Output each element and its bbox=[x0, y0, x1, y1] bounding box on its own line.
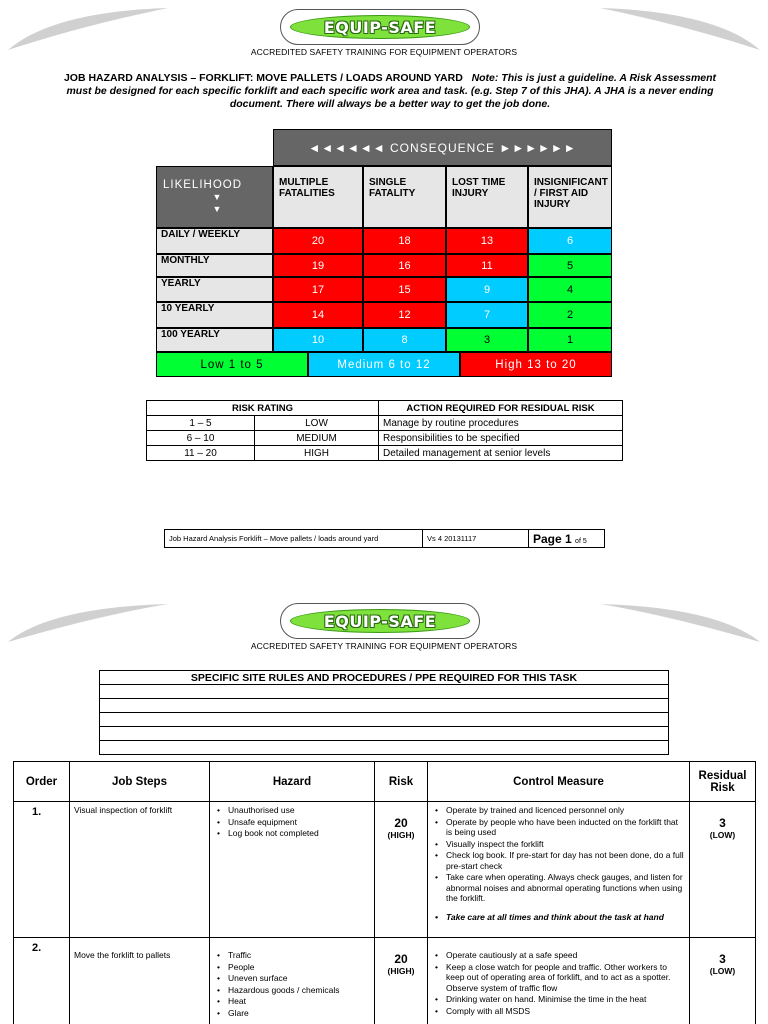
risk-level: (HIGH) bbox=[387, 966, 415, 976]
logo-text: EQUIP-SAFE bbox=[323, 17, 437, 37]
table-row bbox=[14, 802, 756, 938]
page-footer bbox=[164, 529, 605, 548]
risk-cell: 5 bbox=[528, 254, 612, 277]
col-lost-time-injury: LOST TIME INJURY bbox=[446, 166, 528, 228]
residual-level: (LOW) bbox=[709, 830, 736, 840]
page-of: of 5 bbox=[575, 537, 587, 545]
risk-level: (HIGH) bbox=[387, 830, 415, 840]
rating-range: 1 – 5 bbox=[147, 416, 255, 431]
risk-cell: 14 bbox=[273, 302, 363, 328]
col-first-aid-injury: INSIGNIFICANT / FIRST AID INJURY bbox=[528, 166, 612, 228]
risk-value: 20 bbox=[394, 952, 408, 966]
col-job-steps: Job Steps bbox=[70, 762, 210, 802]
likelihood-header bbox=[156, 166, 273, 228]
residual-value: 3 bbox=[719, 816, 726, 830]
rating-range: 6 – 10 bbox=[147, 431, 255, 446]
risk-cell: 19 bbox=[273, 254, 363, 277]
footer-page-number bbox=[529, 530, 605, 548]
logo-pill bbox=[290, 609, 470, 633]
col-multiple-fatalities: MULTIPLE FATALITIES bbox=[273, 166, 363, 228]
risk-cell: 20 bbox=[273, 228, 363, 254]
control-item: • Visually inspect the forklift bbox=[432, 839, 685, 850]
row-100-yearly: 100 YEARLY bbox=[156, 328, 273, 352]
row-daily-weekly: DAILY / WEEKLY bbox=[156, 228, 273, 254]
rating-level: HIGH bbox=[255, 446, 379, 461]
document-title bbox=[60, 72, 720, 111]
risk-score bbox=[375, 938, 428, 1024]
control-item: • Operate by people who have been inducted on the forklift that is being used bbox=[432, 817, 685, 838]
control-item: • Take care when operating. Always check gauges, and listen for abnormal noises and abnormal operating functions when using the forklift. bbox=[432, 872, 685, 904]
hazard-item: • Heat bbox=[214, 996, 370, 1007]
rating-header: RISK RATING bbox=[147, 401, 379, 416]
residual-value: 3 bbox=[719, 952, 726, 966]
table-row bbox=[147, 416, 623, 431]
hazard-item: • Uneven surface bbox=[214, 973, 370, 984]
title-note: Note: This is just a guideline. A Risk Assessment must be designed for each specific forklift and each specific work area and task. (e.g. Step 7 of this JHA). A JHA is a never ending document. There will always be a better way to get the job done. bbox=[66, 72, 717, 110]
logo-pill bbox=[290, 15, 470, 39]
jha-table bbox=[13, 761, 756, 1024]
col-single-fatality: SINGLE FATALITY bbox=[363, 166, 446, 228]
site-rules-row[interactable] bbox=[100, 727, 669, 741]
band-low: Low 1 to 5 bbox=[156, 352, 308, 377]
rating-action: Detailed management at senior levels bbox=[379, 446, 623, 461]
rating-range: 11 – 20 bbox=[147, 446, 255, 461]
row-monthly: MONTHLY bbox=[156, 254, 273, 277]
hazard-list bbox=[210, 802, 375, 938]
risk-cell: 2 bbox=[528, 302, 612, 328]
down-arrow-icon: ▼ bbox=[212, 204, 223, 214]
job-step: Move the forklift to pallets bbox=[70, 938, 210, 1024]
likelihood-label: LIKELIHOOD bbox=[163, 179, 243, 191]
page-2-header bbox=[0, 596, 768, 656]
site-rules-row[interactable] bbox=[100, 741, 669, 755]
hazard-item: • Unsafe equipment bbox=[214, 817, 370, 828]
rating-level: MEDIUM bbox=[255, 431, 379, 446]
rating-action: Responsibilities to be specified bbox=[379, 431, 623, 446]
step-order: 1. bbox=[14, 802, 70, 938]
col-risk: Risk bbox=[375, 762, 428, 802]
tagline: ACCREDITED SAFETY TRAINING FOR EQUIPMENT OPERATORS bbox=[250, 641, 518, 651]
site-rules-table bbox=[99, 670, 669, 755]
hazard-item: • Log book not completed bbox=[214, 828, 370, 839]
footer-doc-name: Job Hazard Analysis Forklift – Move pallets / loads around yard bbox=[165, 530, 423, 548]
footer-version: Vs 4 20131117 bbox=[423, 530, 529, 548]
control-list bbox=[428, 802, 690, 938]
residual-level: (LOW) bbox=[709, 966, 736, 976]
site-rules-title: SPECIFIC SITE RULES AND PROCEDURES / PPE REQUIRED FOR THIS TASK bbox=[100, 671, 669, 685]
risk-rating-table bbox=[146, 400, 623, 461]
risk-cell: 11 bbox=[446, 254, 528, 277]
site-rules-row[interactable] bbox=[100, 685, 669, 699]
risk-cell: 18 bbox=[363, 228, 446, 254]
hazard-item: • Glare bbox=[214, 1008, 370, 1019]
hazard-item: • Hazardous goods / chemicals bbox=[214, 985, 370, 996]
control-item: • Operate cautiously at a safe speed bbox=[432, 950, 685, 961]
hazard-item: • People bbox=[214, 962, 370, 973]
rating-action: Manage by routine procedures bbox=[379, 416, 623, 431]
risk-cell: 6 bbox=[528, 228, 612, 254]
risk-cell: 1 bbox=[528, 328, 612, 352]
risk-cell: 9 bbox=[446, 277, 528, 302]
risk-score bbox=[375, 802, 428, 938]
site-rules-row[interactable] bbox=[100, 713, 669, 727]
step-order: 2. bbox=[14, 938, 70, 1024]
risk-cell: 10 bbox=[273, 328, 363, 352]
table-row bbox=[147, 431, 623, 446]
control-item: • Check log book. If pre-start for day has not been done, do a full pre-start check bbox=[432, 850, 685, 871]
residual-score bbox=[690, 802, 756, 938]
col-control-measure: Control Measure bbox=[428, 762, 690, 802]
title-main: JOB HAZARD ANALYSIS – FORKLIFT: MOVE PALLETS / LOADS AROUND YARD bbox=[63, 72, 463, 84]
control-item: • Operate by trained and licenced personnel only bbox=[432, 805, 685, 816]
row-yearly: YEARLY bbox=[156, 277, 273, 302]
table-row bbox=[14, 938, 756, 1024]
logo-text: EQUIP-SAFE bbox=[323, 611, 437, 631]
risk-cell: 7 bbox=[446, 302, 528, 328]
company-logo bbox=[280, 9, 480, 45]
hazard-list bbox=[210, 938, 375, 1024]
band-high: High 13 to 20 bbox=[460, 352, 612, 377]
consequence-header: ◄◄◄◄◄◄ CONSEQUENCE ►►►►►► bbox=[273, 129, 612, 166]
residual-score bbox=[690, 938, 756, 1024]
risk-cell: 8 bbox=[363, 328, 446, 352]
down-arrow-icon: ▼ bbox=[212, 192, 223, 202]
risk-cell: 13 bbox=[446, 228, 528, 254]
rating-level: LOW bbox=[255, 416, 379, 431]
risk-cell: 3 bbox=[446, 328, 528, 352]
action-header: ACTION REQUIRED FOR RESIDUAL RISK bbox=[379, 401, 623, 416]
hazard-item: • Unauthorised use bbox=[214, 805, 370, 816]
col-hazard: Hazard bbox=[210, 762, 375, 802]
tagline: ACCREDITED SAFETY TRAINING FOR EQUIPMENT OPERATORS bbox=[250, 47, 518, 57]
page-label: Page 1 bbox=[533, 531, 572, 546]
risk-cell: 15 bbox=[363, 277, 446, 302]
risk-cell: 17 bbox=[273, 277, 363, 302]
risk-cell: 12 bbox=[363, 302, 446, 328]
col-order: Order bbox=[14, 762, 70, 802]
col-residual-risk: Residual Risk bbox=[690, 762, 756, 802]
table-row bbox=[147, 446, 623, 461]
risk-cell: 4 bbox=[528, 277, 612, 302]
row-10-yearly: 10 YEARLY bbox=[156, 302, 273, 328]
control-list bbox=[428, 938, 690, 1024]
company-logo bbox=[280, 603, 480, 639]
control-item: • Comply with all MSDS bbox=[432, 1006, 685, 1017]
control-emphasis: • Take care at all times and think about the task at hand bbox=[432, 912, 685, 923]
band-medium: Medium 6 to 12 bbox=[308, 352, 460, 377]
job-step: Visual inspection of forklift bbox=[70, 802, 210, 938]
control-item: • Drinking water on hand. Minimise the time in the heat bbox=[432, 994, 685, 1005]
hazard-item: • Traffic bbox=[214, 950, 370, 961]
risk-cell: 16 bbox=[363, 254, 446, 277]
control-item: • Keep a close watch for people and traffic. Other workers to keep out of operating area of forklift, and to act as a spotter. Observe system of traffic flow bbox=[432, 962, 685, 994]
risk-value: 20 bbox=[394, 816, 408, 830]
site-rules-row[interactable] bbox=[100, 699, 669, 713]
